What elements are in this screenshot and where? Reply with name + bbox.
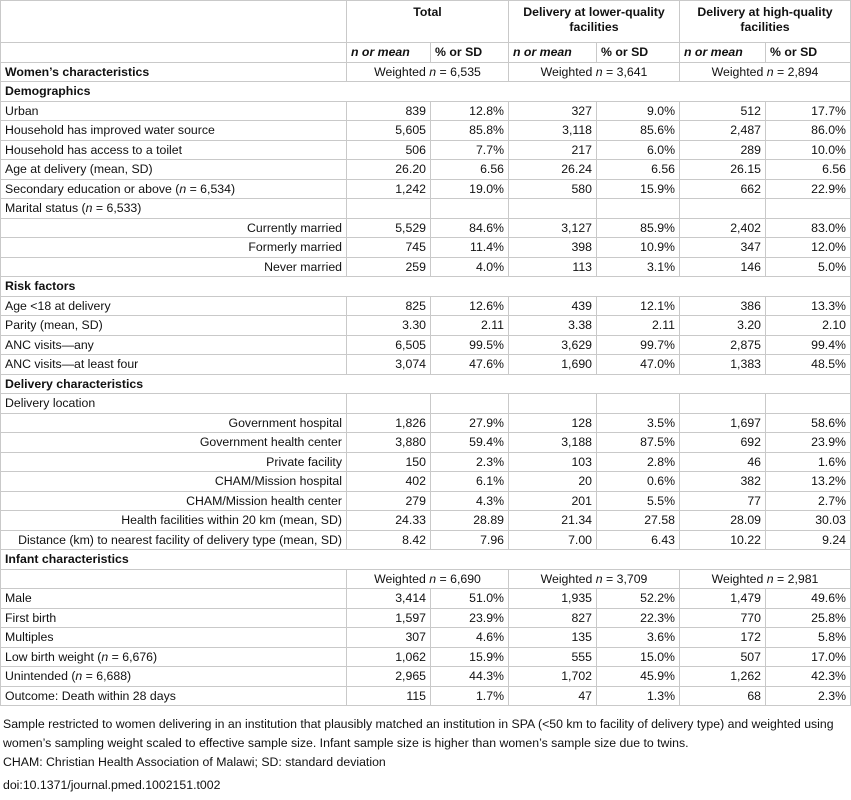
weighted-value: = 2,894 (777, 64, 819, 79)
row-label: Distance (km) to nearest facility of delivery type (mean, SD) (1, 530, 347, 550)
value-cell-pct-total: 12.8% (431, 101, 509, 121)
value-cell-n-high: 77 (680, 491, 766, 511)
value-cell-n-lower: 135 (509, 628, 597, 648)
value-cell-n-high: 28.09 (680, 511, 766, 531)
value-cell-pct-lower: 87.5% (597, 433, 680, 453)
row-label (1, 667, 347, 687)
value-cell-n-total: 3,074 (347, 355, 431, 375)
value-cell-n-total: 5,529 (347, 218, 431, 238)
value-cell-pct-lower: 22.3% (597, 608, 680, 628)
value-cell-pct-high: 5.0% (766, 257, 851, 277)
value-cell-n-high (680, 199, 766, 219)
women-weighted-row (1, 62, 851, 82)
value-cell-pct-total (431, 394, 509, 414)
value-cell-pct-total: 7.96 (431, 530, 509, 550)
infant-weighted-lower (509, 569, 680, 589)
value-cell-pct-lower: 10.9% (597, 238, 680, 258)
infant-weighted-row (1, 569, 851, 589)
value-cell-pct-lower: 2.11 (597, 316, 680, 336)
value-cell-pct-high: 6.56 (766, 160, 851, 180)
value-cell-n-lower: 327 (509, 101, 597, 121)
value-cell-n-high: 662 (680, 179, 766, 199)
row-label: Delivery location (1, 394, 347, 414)
value-cell-n-high: 692 (680, 433, 766, 453)
value-cell-n-lower: 217 (509, 140, 597, 160)
weighted-prefix: Weighted (374, 571, 430, 586)
value-cell-n-total: 150 (347, 452, 431, 472)
header-blank (1, 1, 347, 43)
table-row (1, 589, 851, 609)
value-cell-pct-total: 2.3% (431, 452, 509, 472)
value-cell-n-high (680, 394, 766, 414)
value-cell-n-high: 1,383 (680, 355, 766, 375)
value-cell-pct-lower: 6.0% (597, 140, 680, 160)
value-cell-n-total: 402 (347, 472, 431, 492)
sub-pct-lower: % or SD (597, 43, 680, 63)
weighted-prefix: Weighted (374, 64, 430, 79)
value-cell-pct-lower: 99.7% (597, 335, 680, 355)
row-label: Formerly married (1, 238, 347, 258)
value-cell-pct-total: 84.6% (431, 218, 509, 238)
value-cell-n-high: 347 (680, 238, 766, 258)
value-cell-pct-lower: 2.8% (597, 452, 680, 472)
value-cell-pct-high (766, 199, 851, 219)
value-cell-n-lower (509, 394, 597, 414)
row-label: Age <18 at delivery (1, 296, 347, 316)
row-label: ANC visits—any (1, 335, 347, 355)
value-cell-n-high: 2,487 (680, 121, 766, 141)
label-part: Unintended ( (5, 669, 76, 684)
row-label: Health facilities within 20 km (mean, SD) (1, 511, 347, 531)
sub-n-label: n or mean (684, 45, 743, 60)
group-header-row (1, 1, 851, 43)
row-label: Urban (1, 101, 347, 121)
value-cell-n-lower: 3,629 (509, 335, 597, 355)
n-letter: n (75, 669, 83, 684)
table-row (1, 667, 851, 687)
value-cell-n-total: 506 (347, 140, 431, 160)
sub-pct-total: % or SD (431, 43, 509, 63)
footnote-line-1: Sample restricted to women delivering in an institution that plausibly matched an institution in SPA (<50 km to facility of delivery type) and weighted using women’s sampling weight scaled to effective sample size. Infant sample size is higher than women’s sample size due to twins. (3, 717, 834, 751)
section-demographics (1, 82, 851, 102)
value-cell-pct-lower: 12.1% (597, 296, 680, 316)
value-cell-n-high: 507 (680, 647, 766, 667)
value-cell-pct-lower: 3.5% (597, 413, 680, 433)
value-cell-pct-high: 2.10 (766, 316, 851, 336)
table-row (1, 335, 851, 355)
weighted-value: = 2,981 (777, 571, 819, 586)
table-row (1, 160, 851, 180)
value-cell-pct-lower: 6.56 (597, 160, 680, 180)
row-label (1, 199, 347, 219)
row-label: Multiples (1, 628, 347, 648)
value-cell-n-lower: 7.00 (509, 530, 597, 550)
value-cell-pct-total: 4.0% (431, 257, 509, 277)
value-cell-n-lower: 113 (509, 257, 597, 277)
value-cell-n-lower: 580 (509, 179, 597, 199)
value-cell-n-total: 1,826 (347, 413, 431, 433)
doi-line: doi:10.1371/journal.pmed.1002151.t002 (3, 778, 221, 792)
value-cell-pct-lower: 3.6% (597, 628, 680, 648)
value-cell-n-total: 1,062 (347, 647, 431, 667)
value-cell-pct-total: 85.8% (431, 121, 509, 141)
sub-n-label: n or mean (513, 45, 572, 60)
value-cell-pct-high: 25.8% (766, 608, 851, 628)
label-part: = 6,688) (82, 669, 132, 684)
group-total: Total (347, 1, 509, 43)
value-cell-n-lower: 1,935 (509, 589, 597, 609)
infant-weighted-total (347, 569, 509, 589)
value-cell-pct-lower: 45.9% (597, 667, 680, 687)
value-cell-pct-total: 1.7% (431, 686, 509, 706)
value-cell-pct-lower: 85.6% (597, 121, 680, 141)
value-cell-n-lower: 555 (509, 647, 597, 667)
value-cell-n-lower: 827 (509, 608, 597, 628)
value-cell-pct-lower: 6.43 (597, 530, 680, 550)
row-label: First birth (1, 608, 347, 628)
n-letter: n (595, 571, 603, 586)
label-part: = 6,676) (108, 649, 158, 664)
table-row (1, 491, 851, 511)
value-cell-pct-total: 59.4% (431, 433, 509, 453)
row-label: Household has improved water source (1, 121, 347, 141)
row-label: CHAM/Mission hospital (1, 472, 347, 492)
value-cell-n-high: 146 (680, 257, 766, 277)
value-cell-n-high: 1,697 (680, 413, 766, 433)
n-letter: n (85, 201, 93, 216)
value-cell-n-lower: 201 (509, 491, 597, 511)
weighted-prefix: Weighted (711, 64, 767, 79)
value-cell-n-total: 3,414 (347, 589, 431, 609)
sub-n-high (680, 43, 766, 63)
n-letter: n (595, 64, 603, 79)
row-label: Age at delivery (mean, SD) (1, 160, 347, 180)
table-row (1, 608, 851, 628)
value-cell-n-high: 386 (680, 296, 766, 316)
table-row (1, 647, 851, 667)
value-cell-n-high: 26.15 (680, 160, 766, 180)
weighted-value: = 3,709 (606, 571, 648, 586)
sub-n-total (347, 43, 431, 63)
value-cell-n-total: 115 (347, 686, 431, 706)
value-cell-n-lower: 26.24 (509, 160, 597, 180)
table-row (1, 355, 851, 375)
weighted-value: = 6,690 (439, 571, 481, 586)
table-row (1, 686, 851, 706)
table-row (1, 218, 851, 238)
value-cell-n-high: 68 (680, 686, 766, 706)
row-label: Outcome: Death within 28 days (1, 686, 347, 706)
value-cell-n-total: 745 (347, 238, 431, 258)
group-lower: Delivery at lower-quality facilities (509, 1, 680, 43)
row-label: CHAM/Mission health center (1, 491, 347, 511)
table-row (1, 121, 851, 141)
value-cell-n-lower: 3,127 (509, 218, 597, 238)
row-label: Never married (1, 257, 347, 277)
row-label: ANC visits—at least four (1, 355, 347, 375)
value-cell-n-total: 24.33 (347, 511, 431, 531)
value-cell-n-total: 279 (347, 491, 431, 511)
value-cell-pct-total: 51.0% (431, 589, 509, 609)
row-label (1, 179, 347, 199)
table-row (1, 257, 851, 277)
value-cell-pct-total: 15.9% (431, 647, 509, 667)
value-cell-pct-high: 2.7% (766, 491, 851, 511)
n-letter: n (101, 649, 109, 664)
value-cell-pct-lower: 9.0% (597, 101, 680, 121)
value-cell-n-lower: 439 (509, 296, 597, 316)
value-cell-pct-total: 99.5% (431, 335, 509, 355)
table-row (1, 199, 851, 219)
n-letter: n (766, 571, 774, 586)
value-cell-pct-high: 86.0% (766, 121, 851, 141)
value-cell-n-high: 2,402 (680, 218, 766, 238)
value-cell-pct-total: 6.56 (431, 160, 509, 180)
value-cell-n-high: 770 (680, 608, 766, 628)
table-row (1, 238, 851, 258)
sub-n-label: n or mean (351, 45, 410, 60)
table-row (1, 452, 851, 472)
group-high: Delivery at high-quality facilities (680, 1, 851, 43)
value-cell-pct-total: 4.6% (431, 628, 509, 648)
sub-n-lower (509, 43, 597, 63)
value-cell-pct-high: 30.03 (766, 511, 851, 531)
value-cell-n-lower: 47 (509, 686, 597, 706)
row-label: Private facility (1, 452, 347, 472)
table-row (1, 472, 851, 492)
value-cell-pct-high: 99.4% (766, 335, 851, 355)
row-label: Household has access to a toilet (1, 140, 347, 160)
value-cell-pct-total: 4.3% (431, 491, 509, 511)
section-label: Infant characteristics (1, 550, 851, 570)
value-cell-n-lower: 128 (509, 413, 597, 433)
value-cell-pct-total: 19.0% (431, 179, 509, 199)
value-cell-pct-high (766, 394, 851, 414)
value-cell-pct-total: 7.7% (431, 140, 509, 160)
value-cell-pct-lower: 85.9% (597, 218, 680, 238)
value-cell-n-high: 512 (680, 101, 766, 121)
value-cell-pct-high: 1.6% (766, 452, 851, 472)
value-cell-n-high: 1,479 (680, 589, 766, 609)
value-cell-pct-lower: 0.6% (597, 472, 680, 492)
value-cell-pct-total: 6.1% (431, 472, 509, 492)
weighted-value: = 6,535 (439, 64, 481, 79)
value-cell-n-high: 3.20 (680, 316, 766, 336)
value-cell-n-total: 825 (347, 296, 431, 316)
value-cell-n-total: 307 (347, 628, 431, 648)
row-label: Currently married (1, 218, 347, 238)
value-cell-pct-lower: 52.2% (597, 589, 680, 609)
value-cell-pct-high: 13.2% (766, 472, 851, 492)
women-weighted-high (680, 62, 851, 82)
value-cell-pct-lower: 5.5% (597, 491, 680, 511)
value-cell-pct-total (431, 199, 509, 219)
value-cell-pct-lower: 47.0% (597, 355, 680, 375)
value-cell-n-total: 1,597 (347, 608, 431, 628)
table-row (1, 296, 851, 316)
n-letter: n (429, 64, 437, 79)
value-cell-pct-high: 42.3% (766, 667, 851, 687)
value-cell-n-lower: 20 (509, 472, 597, 492)
value-cell-pct-high: 17.7% (766, 101, 851, 121)
value-cell-pct-high: 2.3% (766, 686, 851, 706)
value-cell-n-high: 10.22 (680, 530, 766, 550)
value-cell-n-lower: 21.34 (509, 511, 597, 531)
value-cell-n-high: 382 (680, 472, 766, 492)
table-row (1, 394, 851, 414)
sub-blank (1, 43, 347, 63)
value-cell-n-lower (509, 199, 597, 219)
value-cell-n-high: 172 (680, 628, 766, 648)
label-part: Marital status ( (5, 201, 86, 216)
weighted-prefix: Weighted (540, 571, 596, 586)
value-cell-n-total: 2,965 (347, 667, 431, 687)
table-row (1, 628, 851, 648)
row-label: Government hospital (1, 413, 347, 433)
value-cell-n-high: 46 (680, 452, 766, 472)
value-cell-pct-high: 5.8% (766, 628, 851, 648)
table-row (1, 101, 851, 121)
table-row (1, 530, 851, 550)
value-cell-n-lower: 1,690 (509, 355, 597, 375)
women-label: Women’s characteristics (1, 62, 347, 82)
value-cell-n-total (347, 199, 431, 219)
n-letter: n (766, 64, 774, 79)
infant-weighted-high (680, 569, 851, 589)
value-cell-n-high: 2,875 (680, 335, 766, 355)
value-cell-pct-total: 44.3% (431, 667, 509, 687)
women-weighted-lower (509, 62, 680, 82)
infant-weighted-blank (1, 569, 347, 589)
value-cell-pct-high: 9.24 (766, 530, 851, 550)
weighted-prefix: Weighted (540, 64, 596, 79)
table-row (1, 179, 851, 199)
table-row (1, 140, 851, 160)
section-infant (1, 550, 851, 570)
sub-header-row (1, 43, 851, 63)
value-cell-n-lower: 398 (509, 238, 597, 258)
value-cell-n-lower: 103 (509, 452, 597, 472)
value-cell-pct-high: 22.9% (766, 179, 851, 199)
value-cell-n-high: 289 (680, 140, 766, 160)
value-cell-n-lower: 1,702 (509, 667, 597, 687)
value-cell-pct-total: 27.9% (431, 413, 509, 433)
value-cell-n-lower: 3.38 (509, 316, 597, 336)
value-cell-n-total: 3,880 (347, 433, 431, 453)
value-cell-n-total: 1,242 (347, 179, 431, 199)
value-cell-n-total: 839 (347, 101, 431, 121)
value-cell-pct-lower: 15.0% (597, 647, 680, 667)
section-label: Risk factors (1, 277, 851, 297)
value-cell-pct-high: 58.6% (766, 413, 851, 433)
value-cell-pct-lower (597, 199, 680, 219)
value-cell-pct-total: 2.11 (431, 316, 509, 336)
table-row (1, 433, 851, 453)
value-cell-pct-total: 47.6% (431, 355, 509, 375)
n-letter: n (429, 571, 437, 586)
women-weighted-total (347, 62, 509, 82)
row-label: Government health center (1, 433, 347, 453)
value-cell-pct-high: 48.5% (766, 355, 851, 375)
table-row (1, 511, 851, 531)
weighted-value: = 3,641 (606, 64, 648, 79)
value-cell-n-total: 5,605 (347, 121, 431, 141)
value-cell-pct-high: 83.0% (766, 218, 851, 238)
value-cell-pct-lower: 15.9% (597, 179, 680, 199)
value-cell-pct-total: 23.9% (431, 608, 509, 628)
value-cell-n-total: 8.42 (347, 530, 431, 550)
value-cell-n-total (347, 394, 431, 414)
value-cell-pct-high: 10.0% (766, 140, 851, 160)
value-cell-n-total: 3.30 (347, 316, 431, 336)
value-cell-pct-high: 23.9% (766, 433, 851, 453)
table-footnote (3, 715, 848, 772)
value-cell-n-total: 259 (347, 257, 431, 277)
value-cell-n-high: 1,262 (680, 667, 766, 687)
row-label (1, 647, 347, 667)
section-label: Delivery characteristics (1, 374, 851, 394)
value-cell-pct-total: 11.4% (431, 238, 509, 258)
value-cell-n-lower: 3,188 (509, 433, 597, 453)
value-cell-n-total: 6,505 (347, 335, 431, 355)
row-label: Male (1, 589, 347, 609)
value-cell-pct-lower: 1.3% (597, 686, 680, 706)
value-cell-pct-high: 49.6% (766, 589, 851, 609)
n-letter: n (179, 181, 187, 196)
table-row (1, 316, 851, 336)
label-part: = 6,533) (92, 201, 142, 216)
value-cell-pct-lower (597, 394, 680, 414)
value-cell-n-lower: 3,118 (509, 121, 597, 141)
value-cell-pct-total: 12.6% (431, 296, 509, 316)
section-risk (1, 277, 851, 297)
value-cell-pct-high: 13.3% (766, 296, 851, 316)
label-part: = 6,534) (186, 181, 236, 196)
row-label: Parity (mean, SD) (1, 316, 347, 336)
value-cell-pct-high: 12.0% (766, 238, 851, 258)
footnote-line-2: CHAM: Christian Health Association of Malawi; SD: standard deviation (3, 755, 386, 770)
value-cell-pct-lower: 27.58 (597, 511, 680, 531)
section-delivery (1, 374, 851, 394)
section-label: Demographics (1, 82, 851, 102)
weighted-prefix: Weighted (711, 571, 767, 586)
sub-pct-high: % or SD (766, 43, 851, 63)
label-part: Low birth weight ( (5, 649, 102, 664)
value-cell-pct-total: 28.89 (431, 511, 509, 531)
value-cell-pct-high: 17.0% (766, 647, 851, 667)
value-cell-pct-lower: 3.1% (597, 257, 680, 277)
value-cell-n-total: 26.20 (347, 160, 431, 180)
table-row (1, 413, 851, 433)
label-part: Secondary education or above ( (5, 181, 180, 196)
